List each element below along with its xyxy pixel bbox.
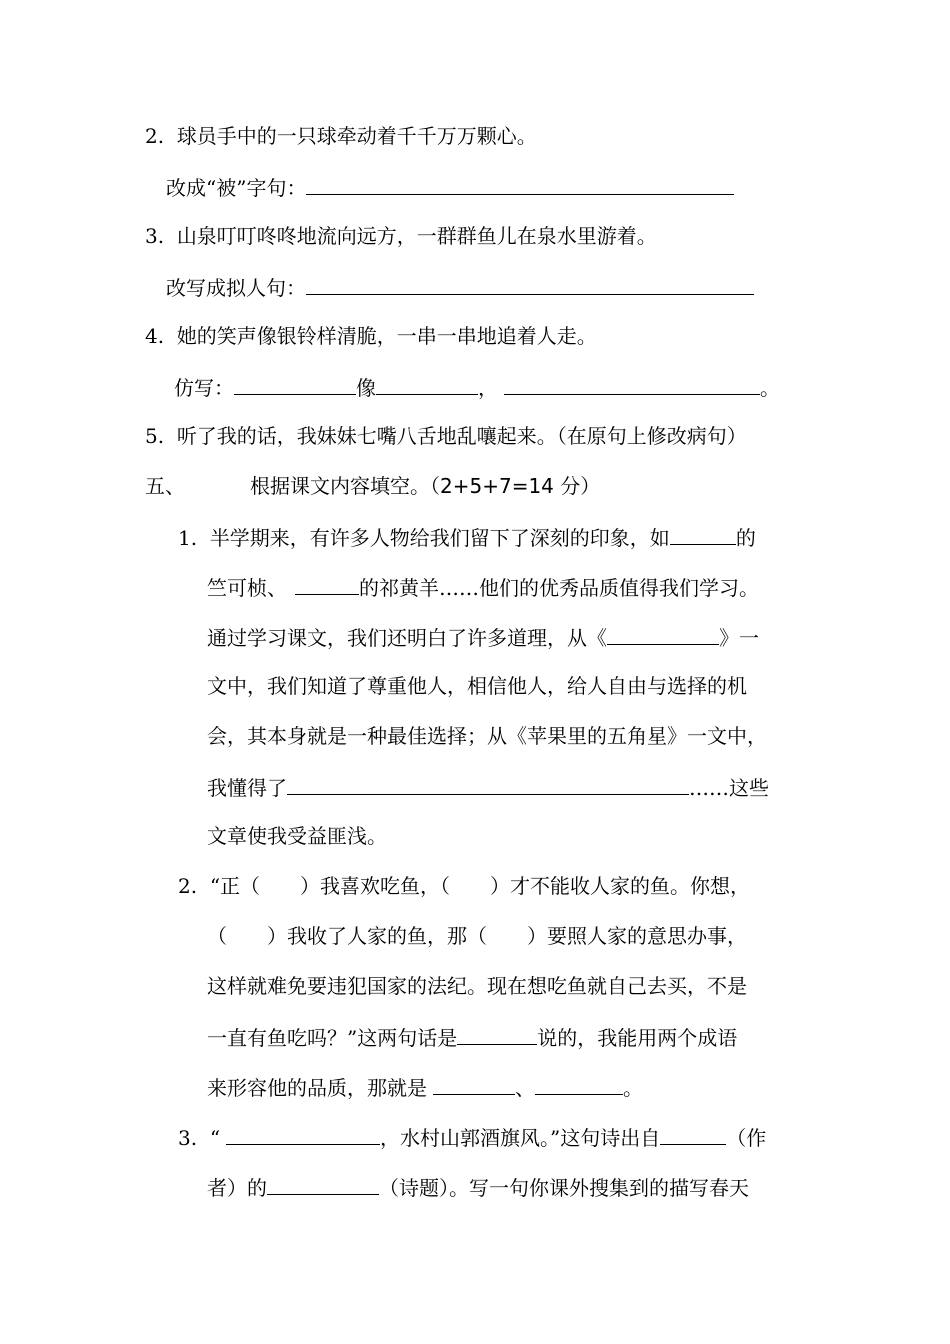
item-number: 3. — [178, 1126, 198, 1150]
item-2-line-1 — [178, 872, 750, 900]
answer-blank[interactable] — [504, 372, 760, 395]
answer-blank[interactable] — [226, 1122, 380, 1145]
answer-blank[interactable] — [660, 1122, 726, 1145]
answer-blank[interactable] — [457, 1022, 537, 1045]
item-text: （ ）我收了人家的鱼，那（ ）要照人家的意思办事， — [207, 924, 747, 948]
answer-blank[interactable] — [306, 272, 754, 295]
answer-blank[interactable] — [607, 622, 719, 645]
item-text: 通过学习课文，我们还明白了许多道理，从《 — [207, 626, 607, 650]
section-5-title — [250, 472, 600, 500]
period-text: 。 — [760, 376, 780, 400]
item-1-line-2 — [207, 572, 759, 600]
item-text: 竺可桢、 — [207, 576, 287, 600]
answer-prompt: 仿写： — [174, 376, 234, 400]
item-3-line-1 — [178, 1122, 766, 1150]
item-text: 这样就难免要违犯国家的法纪。现在想吃鱼就自己去买，不是 — [207, 974, 747, 998]
item-text: 》一 — [719, 626, 759, 650]
question-5 — [145, 422, 747, 450]
item-text: 的 — [735, 526, 756, 550]
answer-blank[interactable] — [376, 372, 478, 395]
question-text: 听了我的话，我妹妹七嘴八舌地乱嚷起来。（在原句上修改病句） — [176, 424, 747, 448]
answer-blank[interactable] — [267, 1172, 379, 1195]
question-number: 4. — [145, 324, 165, 348]
answer-blank[interactable] — [306, 172, 734, 195]
question-4-answer-row — [174, 372, 780, 400]
question-number: 5. — [145, 424, 165, 448]
item-text: 的祁黄羊……他们的优秀品质值得我们学习。 — [359, 576, 759, 600]
item-number: 1. — [178, 526, 198, 550]
item-text: 会，其本身就是一种最佳选择；从《苹果里的五角星》一文中， — [207, 724, 767, 748]
item-text: “正（ ）我喜欢吃鱼，（ ）才不能收人家的鱼。你想， — [209, 874, 751, 898]
item-text: ，水村山郭酒旗风。”这句诗出自 — [380, 1126, 661, 1150]
question-4 — [145, 322, 597, 350]
item-text: “ — [209, 1126, 221, 1150]
item-text: 半学期来，有许多人物给我们留下了深刻的印象，如 — [209, 526, 670, 550]
answer-blank[interactable] — [535, 1072, 623, 1095]
item-text: 文中，我们知道了尊重他人，相信他人，给人自由与选择的机 — [207, 674, 747, 698]
question-2-answer-row — [166, 172, 734, 200]
question-3 — [145, 222, 657, 250]
comma-text: ， — [478, 376, 498, 400]
item-text: 一直有鱼吃吗？”这两句话是 — [207, 1026, 458, 1050]
answer-prompt: 改写成拟人句： — [166, 276, 306, 300]
section-5-heading — [145, 472, 185, 500]
question-text: 她的笑声像银铃样清脆，一串一串地追着人走。 — [176, 324, 597, 348]
item-1-line-6 — [207, 772, 769, 800]
item-2-line-5 — [207, 1072, 643, 1100]
item-text: 来形容他的品质，那就是 — [207, 1076, 427, 1100]
question-number: 2. — [145, 124, 165, 148]
section-title: 根据课文内容填空。（2+5+7=14 分） — [250, 474, 601, 498]
item-text: 。 — [623, 1076, 643, 1100]
answer-blank[interactable] — [234, 372, 356, 395]
item-number: 2. — [178, 874, 198, 898]
item-1-line-4 — [207, 672, 747, 700]
item-text: （作 — [726, 1126, 767, 1150]
answer-blank[interactable] — [433, 1072, 515, 1095]
item-1-line-7 — [207, 822, 387, 850]
item-text: 者）的 — [207, 1176, 267, 1200]
item-1-line-3 — [207, 622, 759, 650]
section-number: 五、 — [145, 474, 185, 498]
item-2-line-2 — [207, 922, 747, 950]
item-2-line-4 — [207, 1022, 737, 1050]
item-text: 我懂得了 — [207, 776, 287, 800]
item-1-line-5 — [207, 722, 767, 750]
question-number: 3. — [145, 224, 165, 248]
item-3-line-2 — [207, 1172, 749, 1200]
item-2-line-3 — [207, 972, 747, 1000]
answer-blank[interactable] — [287, 772, 689, 795]
item-text: ……这些 — [689, 776, 769, 800]
item-1-line-1 — [178, 522, 756, 550]
item-text: 文章使我受益匪浅。 — [207, 824, 387, 848]
answer-blank[interactable] — [670, 522, 736, 545]
question-text: 球员手中的一只球牵动着千千万万颗心。 — [176, 124, 537, 148]
answer-blank[interactable] — [295, 572, 359, 595]
xiang-text: 像 — [356, 376, 376, 400]
answer-prompt: 改成“被”字句： — [166, 176, 307, 200]
item-text: 、 — [515, 1076, 535, 1100]
question-text: 山泉叮叮咚咚地流向远方，一群群鱼儿在泉水里游着。 — [176, 224, 657, 248]
question-2 — [145, 122, 537, 150]
item-text: 说的，我能用两个成语 — [537, 1026, 738, 1050]
question-3-answer-row — [166, 272, 754, 300]
item-text: （诗题）。写一句你课外搜集到的描写春天 — [379, 1176, 749, 1200]
